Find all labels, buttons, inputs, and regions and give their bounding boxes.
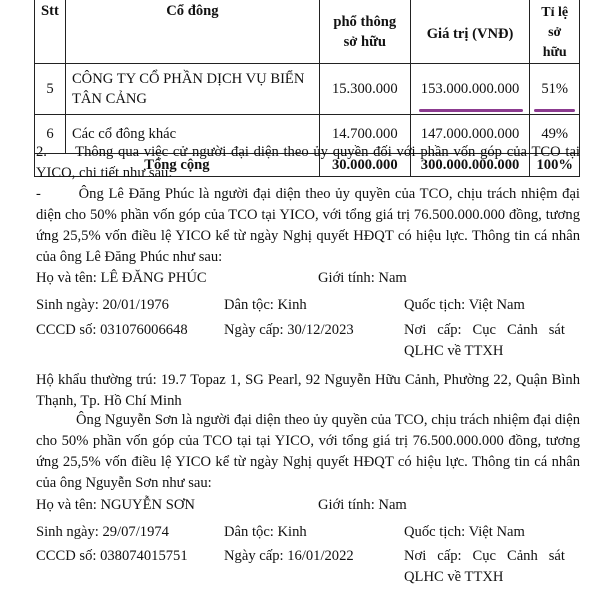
cell-gia-tri-value: 153.000.000.000 <box>420 80 520 97</box>
highlight-underline <box>419 109 524 112</box>
header-stt: Stt <box>35 0 66 64</box>
rep1-description: - Ông Lê Đăng Phúc là người đại diện theo ủy quyền của TCO, chịu trách nhiệm đại diện cho 50% phần vốn góp của TCO tại YICO, với tổng giá trị 76.500.000.000 đồng, tương ứng 25,5% vốn điều lệ YICO kể từ ngày Nghị quyết HĐQT có hiệu lực. Thông tin cá nhân của ông Lê Đăng Phúc như sau: <box>36 186 584 265</box>
rep1-address: Hộ khẩu thường trú: 19.7 Topaz 1, SG Pearl, 92 Nguyễn Hữu Cảnh, Phường 22, Quận Bình Thạnh, Tp. Hồ Chí Minh <box>36 372 580 409</box>
cell-gia-tri-highlighted <box>410 64 530 115</box>
cell-stt: 6 <box>35 115 66 154</box>
header-co-dong: Cổ đông <box>65 0 319 64</box>
rep1-ethnic: Dân tộc: Kinh <box>224 297 307 313</box>
rep1-dob: Sinh ngày: 20/01/1976 <box>36 297 169 313</box>
rep2-issue-date: Ngày cấp: 16/01/2022 <box>224 548 354 564</box>
cell-so-luong: 15.300.000 <box>319 64 410 115</box>
total-label: Tổng cộng <box>35 154 320 177</box>
section-2-intro: 2. Thông qua việc cử người đại diện theo ủy quyền đối với phần vốn góp của TCO tại YICO, chi tiết như sau: <box>36 144 584 181</box>
rep1-gender: Giới tính: Nam <box>318 270 407 286</box>
rep2-name: Họ và tên: NGUYỄN SƠN <box>36 497 195 513</box>
rep1-issue-date: Ngày cấp: 30/12/2023 <box>224 322 354 338</box>
rep2-id: CCCD số: 038074015751 <box>36 548 188 564</box>
table-header-row <box>35 0 580 64</box>
cell-so-luong: 14.700.000 <box>319 115 410 154</box>
rep2-nationality: Quốc tịch: Việt Nam <box>404 524 525 540</box>
cell-stt: 5 <box>35 64 66 115</box>
total-gia-tri: 300.000.000.000 <box>410 154 530 177</box>
rep2-description: Ông Nguyễn Sơn là người đại diện theo ủy quyền của TCO, chịu trách nhiệm đại diện cho 50% phần vốn góp của TCO tại tại YICO, với tổng giá trị 76.500.000.000 đồng, tương ứng 25,5% vốn điều lệ YICO kể từ ngày Nghị quyết HĐQT có hiệu lực. Thông tin cá nhân của ông Nguyễn Sơn như sau: <box>36 412 580 491</box>
rep2-issue-place: Nơi cấp: Cục Cảnh sát <box>404 548 565 564</box>
rep1-issue-place-cont: QLHC về TTXH <box>404 343 504 359</box>
rep1-id: CCCD số: 031076006648 <box>36 322 188 338</box>
rep1-name: Họ và tên: LÊ ĐĂNG PHÚC <box>36 270 207 286</box>
header-gia-tri: Giá trị (VNĐ) <box>410 0 530 64</box>
total-ti-le: 100% <box>530 154 580 177</box>
header-ti-le: Tỉ lệ sở hữu <box>530 0 580 64</box>
cell-ti-le-value: 51% <box>541 80 569 97</box>
cell-gia-tri: 147.000.000.000 <box>410 115 530 154</box>
rep1-issue-place: Nơi cấp: Cục Cảnh sát <box>404 322 565 338</box>
total-so-luong: 30.000.000 <box>319 154 410 177</box>
rep2-gender: Giới tính: Nam <box>318 497 407 513</box>
cell-co-dong: CÔNG TY CỔ PHẦN DỊCH VỤ BIỂN TÂN CẢNG <box>65 64 319 115</box>
rep2-ethnic: Dân tộc: Kinh <box>224 524 307 540</box>
table-row <box>35 64 580 115</box>
rep2-dob: Sinh ngày: 29/07/1974 <box>36 524 169 540</box>
highlight-underline <box>534 109 575 112</box>
rep1-nationality: Quốc tịch: Việt Nam <box>404 297 525 313</box>
header-so-luong: phổ thông sở hữu <box>319 0 410 64</box>
rep2-issue-place-cont: QLHC về TTXH <box>404 569 504 585</box>
cell-ti-le: 49% <box>530 115 580 154</box>
cell-ti-le-highlighted <box>530 64 580 115</box>
cell-co-dong: Các cổ đông khác <box>65 115 319 154</box>
